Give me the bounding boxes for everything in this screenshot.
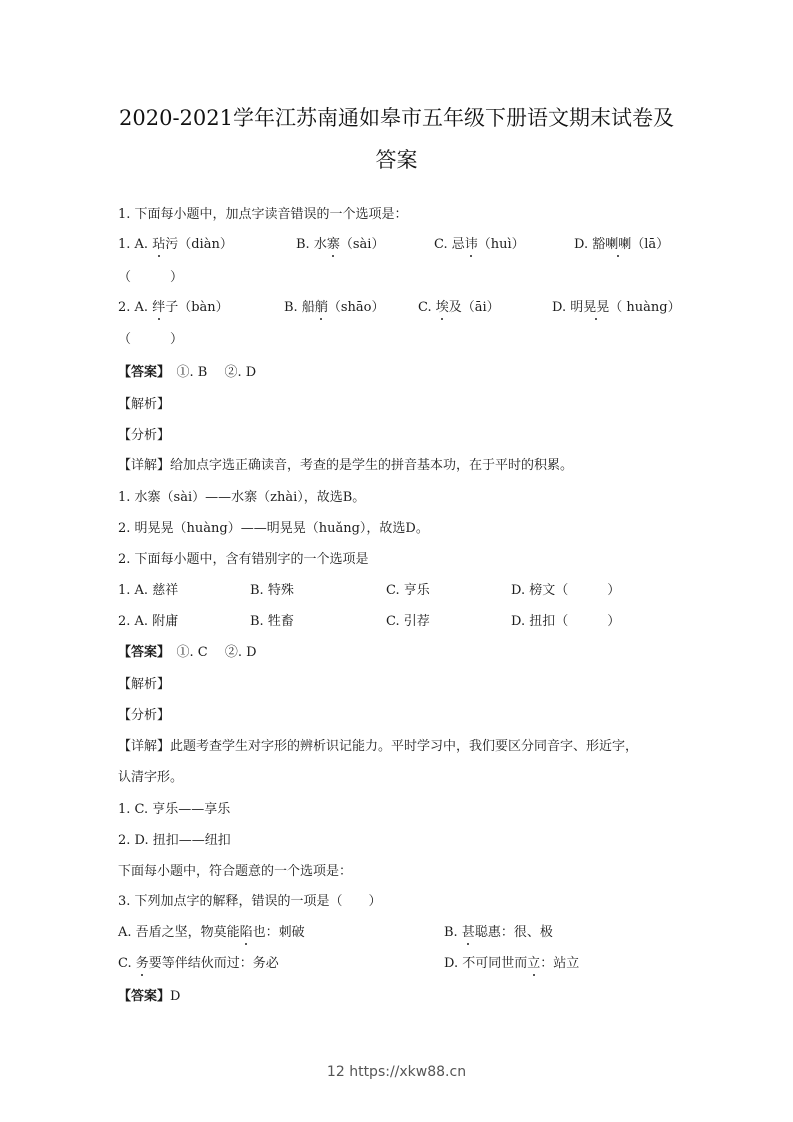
q2-explain-2: 2. D. 扭扣——纽扣 <box>118 833 231 848</box>
q1-fenxi-label: 【分析】 <box>118 428 171 443</box>
q3-option-a: A. 吾盾之坚，物莫能陷也：刺破 <box>118 925 305 940</box>
emphasis-dot: 立 <box>527 956 541 971</box>
emphasis-dot: 埃 <box>435 300 449 315</box>
answer-value: D <box>170 989 181 1004</box>
q1-sub2-options <box>118 300 688 318</box>
emphasis-dot: 讳 <box>464 237 478 252</box>
q2-sub2-option-c: C. 引荐 <box>386 614 430 629</box>
answer-label: 【答案】 <box>118 645 164 660</box>
q2-sub2-option-b: B. 牲畜 <box>250 614 294 629</box>
emphasis-dot: 玷 <box>152 237 166 252</box>
q1-explain-1: 1. 水寨（sài）——水寨（zhài），故选B。 <box>118 490 366 505</box>
emphasis-dot: 晃晃 <box>583 300 610 315</box>
q3-option-d: D. 不可同世而立：站立 <box>444 956 580 971</box>
q1-sub1-options <box>118 237 688 255</box>
q2-sub2-option-a: 2. A. 附庸 <box>118 614 179 629</box>
answer-label: 【答案】 <box>118 989 171 1004</box>
q1-sub1-option-c: C. 忌讳（huì） <box>434 237 525 252</box>
q1-answer <box>118 365 256 381</box>
q2-fenxi-label: 【分析】 <box>118 708 171 723</box>
q3-stem: 3. 下列加点字的解释，错误的一项是（ ） <box>118 894 382 909</box>
q1-explain-2: 2. 明晃晃（huàng）——明晃晃（huǎng），故选D。 <box>118 521 429 536</box>
q2-sub1-option-c: C. 亨乐 <box>386 583 430 598</box>
q2-explain-1: 1. C. 亨乐——享乐 <box>118 802 231 817</box>
q2-analysis-label: 【解析】 <box>118 677 171 692</box>
emphasis-dot: 绊 <box>152 300 166 315</box>
q1-sub2-option-d: D. 明晃晃（ huàng） <box>552 300 681 315</box>
q3-option-b: B. 甚聪惠：很、极 <box>444 925 553 940</box>
q2-answer <box>118 645 257 661</box>
q1-sub1-option-b: B. 水寨（sài） <box>296 237 385 252</box>
q3-options-row1 <box>118 925 688 943</box>
answer-value: ①. B ②. D <box>163 365 257 380</box>
emphasis-dot: 寨 <box>326 237 340 252</box>
q2-stem: 2. 下面每小题中，含有错别字的一个选项是 <box>118 552 369 567</box>
footer-site-link[interactable]: https://xkw88.cn <box>349 1064 467 1080</box>
q1-sub1-option-d: D. 豁喇喇（lā） <box>574 237 670 252</box>
q1-sub2-option-b: B. 船艄（shāo） <box>284 300 385 315</box>
document-title-line1: 2020-2021学年江苏南通如皋市五年级下册语文期末试卷及 <box>119 106 674 130</box>
q1-sub1-option-a: 1. A. 玷污（diàn） <box>118 237 233 252</box>
q1-detail: 【详解】给加点字选正确读音，考查的是学生的拼音基本功，在于平时的积累。 <box>118 458 574 473</box>
q1-stem: 1. 下面每小题中，加点字读音错误的一个选项是： <box>118 207 408 222</box>
q1-sub2-answer-blank: （ ） <box>118 332 184 347</box>
q1-analysis-label: 【解析】 <box>118 397 171 412</box>
answer-label: 【答案】 <box>118 365 164 380</box>
answer-value: ①. C ②. D <box>163 645 257 660</box>
section-intro: 下面每小题中，符合题意的一个选项是： <box>118 864 353 879</box>
q2-sub1-option-b: B. 特殊 <box>250 583 294 598</box>
q2-sub2-options <box>118 614 688 632</box>
q2-sub1-option-a: 1. A. 慈祥 <box>118 583 179 598</box>
q3-options-row2 <box>118 956 688 974</box>
emphasis-dot: 喇喇 <box>605 237 632 252</box>
q3-option-c: C. 务要等伴结伙而过：务必 <box>118 956 279 971</box>
q2-sub1-option-d: D. 榜文（ ） <box>511 583 621 598</box>
page-number: 12 <box>326 1064 345 1080</box>
q1-sub2-option-c: C. 埃及（āi） <box>418 300 500 315</box>
q2-sub1-options <box>118 583 688 601</box>
q1-sub2-option-a: 2. A. 绊子（bàn） <box>118 300 229 315</box>
page-footer <box>0 1064 793 1080</box>
emphasis-dot: 艄 <box>314 300 328 315</box>
q2-detail-line2: 认清字形。 <box>118 770 184 785</box>
q3-answer <box>118 989 180 1005</box>
q2-detail-line1: 【详解】此题考查学生对字形的辨析识记能力。平时学习中，我们要区分同音字、形近字， <box>118 739 639 754</box>
emphasis-dot: 甚 <box>461 925 475 940</box>
emphasis-dot: 务 <box>135 956 149 971</box>
q1-sub1-answer-blank: （ ） <box>118 270 184 285</box>
emphasis-dot: 陷 <box>239 925 253 940</box>
q2-sub2-option-d: D. 扭扣（ ） <box>511 614 621 629</box>
document-title-line2: 答案 <box>375 148 418 172</box>
